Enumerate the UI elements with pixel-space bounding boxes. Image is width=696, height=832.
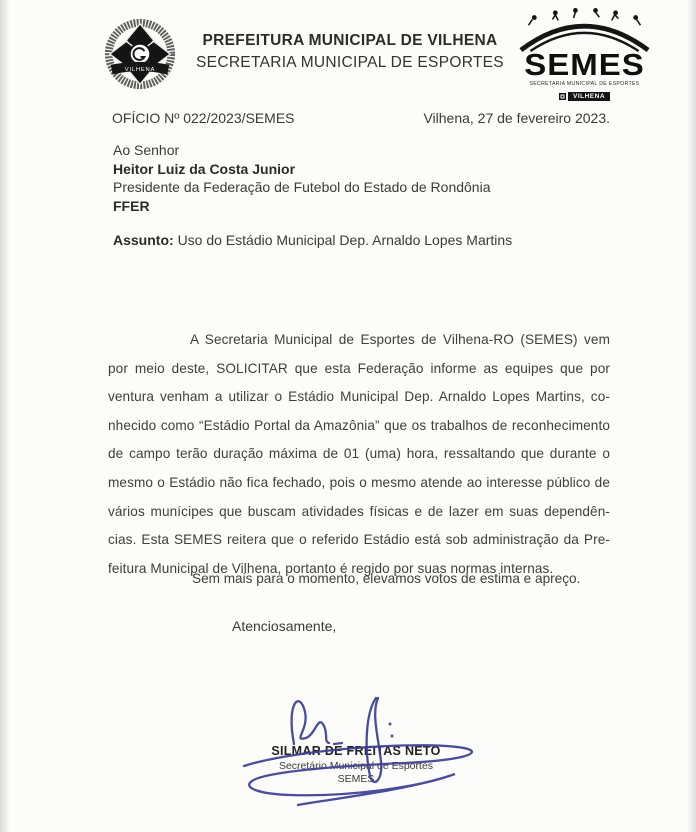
- body-line: vários munícipes que buscam atividades físicas e de lazer em suas dependên-: [108, 503, 610, 519]
- body-line: A Secretaria Municipal de Esportes de Vilhena-RO (SEMES) vem: [190, 332, 610, 347]
- body-line: de campo terão duração máxima de 01 (uma) hora, ressaltando que durante o: [108, 446, 610, 462]
- semes-subtitle: SECRETARIA MUNICIPAL DE ESPORTES: [529, 81, 640, 87]
- body-line: por meio deste, SOLICITAR que esta Federação informe as equipes que por: [108, 360, 610, 376]
- oficio-number: OFÍCIO Nº 022/2023/SEMES: [112, 110, 295, 126]
- crest-banner-text: VILHENA: [124, 67, 156, 74]
- crest-emblem-icon: [101, 13, 179, 97]
- addressee-salutation: Ao Senhor: [113, 142, 180, 158]
- subject-text: Uso do Estádio Municipal Dep. Arnaldo Lopes Martins: [177, 232, 513, 248]
- scan-edge-left: [0, 0, 10, 832]
- subject-label: Assunto:: [113, 232, 174, 248]
- body-paragraph: [108, 326, 610, 583]
- addressee-block: [113, 141, 491, 215]
- body-line: ventura venham a utilizar o Estádio Municipal Dep. Arnaldo Lopes Martins, co-: [108, 389, 610, 405]
- signer-org: SEMES: [337, 773, 375, 785]
- signer-name: SILMAR DE FREITAS NETO: [271, 744, 441, 758]
- semes-acronym: SEMES: [524, 47, 645, 82]
- org-department: SECRETARIA MUNICIPAL DE ESPORTES: [196, 54, 504, 71]
- addressee-org: FFER: [113, 197, 150, 214]
- reference-row: [112, 110, 610, 126]
- letterhead-org: [183, 30, 517, 74]
- semes-arcs-icon: [512, 8, 657, 52]
- body-line: nhecido como “Estádio Portal da Amazônia” que os trabalhos de reconhecimento: [108, 417, 610, 433]
- badge-label: VILHENA: [568, 92, 610, 101]
- closing-sentence: Sem mais para o momento, elevamos votos de estima e apreço.: [192, 571, 581, 586]
- scan-edge-right: [687, 0, 696, 832]
- addressee-name: Heitor Luiz da Costa Junior: [113, 160, 296, 177]
- body-line: feitura Municipal de Vilhena, portanto é regido por suas normas internas.: [108, 560, 554, 576]
- body-line: cias. Esta SEMES reitera que o referido Estádio está sob administração da Pre-: [108, 532, 610, 548]
- semes-vilhena-badge: [559, 92, 610, 101]
- semes-logo: [512, 8, 657, 105]
- letter-date: Vilhena, 27 de fevereiro 2023.: [423, 110, 610, 126]
- badge-square-icon: [559, 93, 566, 100]
- org-name: PREFEITURA MUNICIPAL DE VILHENA: [202, 32, 498, 49]
- signer-role: Secretário Municipal de Esportes: [278, 760, 434, 772]
- valediction: Atenciosamente,: [232, 618, 337, 634]
- signature-block: [256, 744, 456, 786]
- addressee-title: Presidente da Federação de Futebol do Estado de Rondônia: [113, 179, 491, 196]
- body-line: mesmo o Estádio não fica fechado, pois o mesmo atende ao interesse público de: [108, 474, 610, 490]
- subject-line: [113, 232, 512, 248]
- city-crest-logo: [101, 13, 179, 102]
